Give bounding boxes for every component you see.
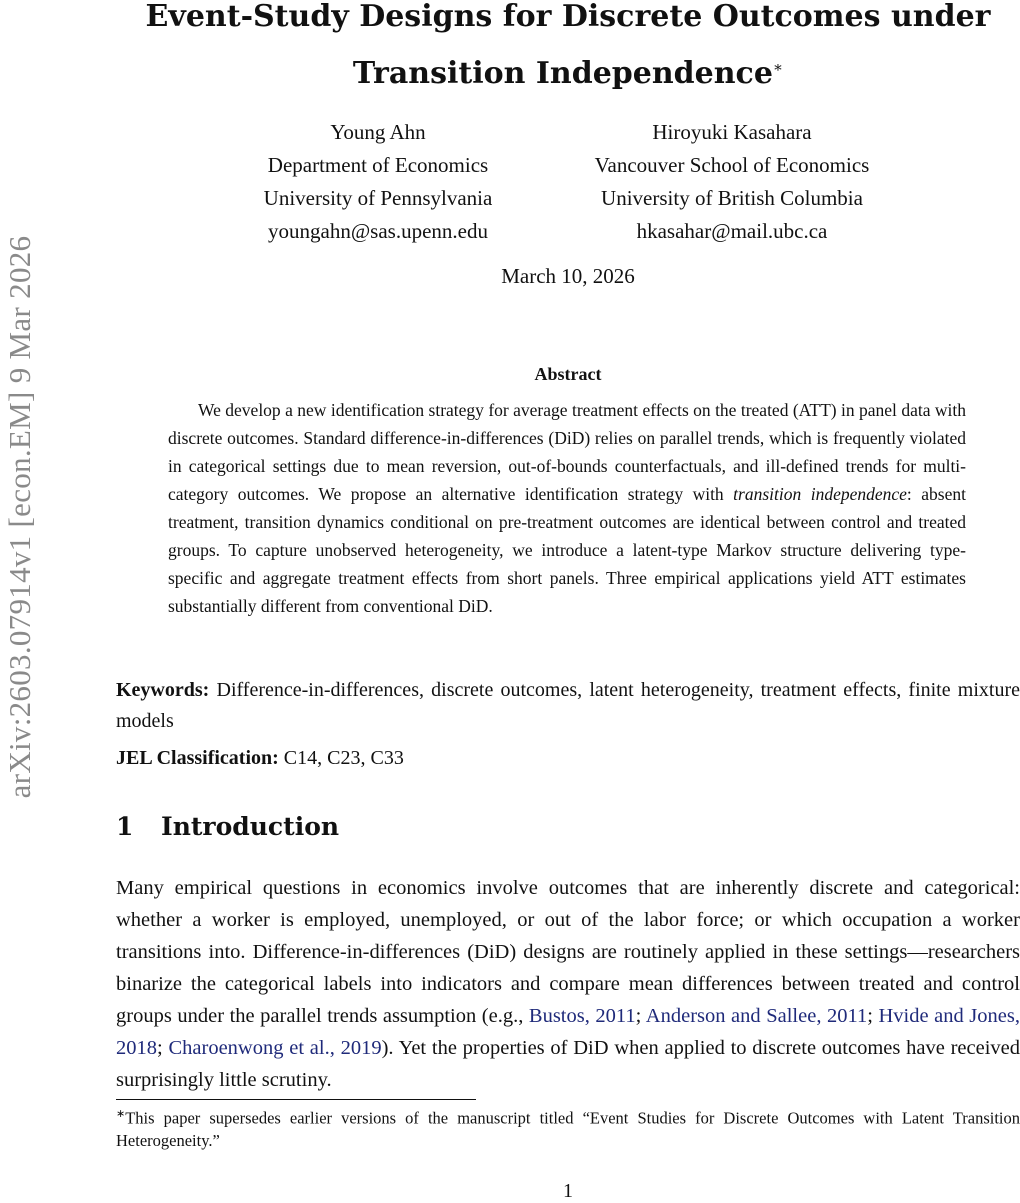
footnote-divider xyxy=(116,1099,476,1100)
page-number: 1 xyxy=(563,1180,573,1202)
author-email: hkasahar@mail.ubc.ca xyxy=(636,219,828,243)
jel-label: JEL Classification: xyxy=(116,747,279,769)
author-email: youngahn@sas.upenn.edu xyxy=(268,219,488,243)
abstract-emphasis: transition independence xyxy=(733,484,907,504)
citation-author: Anderson and Sallee xyxy=(645,1005,817,1027)
paper-title-text: Event-Study Designs for Discrete Outcomes under Transition Independence xyxy=(145,0,991,91)
abstract-heading: Abstract xyxy=(534,364,602,384)
keywords-text: Difference-in-differences, discrete outcomes, latent heterogeneity, treatment effects, finite mixture models xyxy=(116,679,1020,732)
citation-year: 2019 xyxy=(340,1037,382,1059)
citation-link[interactable]: Bustos, 2011 xyxy=(528,1005,636,1027)
citation-link[interactable]: Anderson and Sallee, 2011 xyxy=(645,1005,868,1027)
author-name: Young Ahn xyxy=(330,120,426,144)
intro-paragraph xyxy=(116,872,1020,1096)
jel-block xyxy=(116,747,1020,770)
author-name: Hiroyuki Kasahara xyxy=(652,120,812,144)
footnote xyxy=(116,1103,1020,1152)
citation-year: 2011 xyxy=(827,1005,868,1027)
citation-author: Hvide and Jones xyxy=(878,1005,1015,1027)
abstract-text-2: : absent treatment, transition dynamics conditional on pre-treatment outcomes are identical between control and treated groups. To capture unobserved heterogeneity, we introduce a latent-type Markov structure delivering type-specific and aggregate treatment effects from short panels. Three empirical applications yield ATT estimates substantially different from conventional DiD. xyxy=(168,484,966,616)
footnote-text: This paper supersedes earlier versions of the manuscript titled “Event Studies for Discrete Outcomes with Latent Transition Heterogeneity.” xyxy=(116,1108,1020,1150)
abstract-body xyxy=(168,396,966,620)
author-block-2 xyxy=(562,116,902,248)
citation-author: Bustos xyxy=(528,1005,585,1027)
author-block-1 xyxy=(218,116,538,248)
author-department: Vancouver School of Economics xyxy=(594,153,870,177)
abstract-text-1: We develop a new identification strategy for average treatment effects on the treated (ATT) in panel data with discrete outcomes. Standard difference-in-differences (DiD) relies on parallel trends, which is frequently violated in categorical settings due to mean reversion, out-of-bounds counterfactuals, and ill-defined trends for multi-category outcomes. We propose an alternative identification strategy with xyxy=(168,400,966,504)
paper-date: March 10, 2026 xyxy=(501,264,635,288)
citation-separator: ; xyxy=(635,1005,646,1027)
citation-year: 2011 xyxy=(595,1005,636,1027)
citation-year: 2018 xyxy=(116,1037,157,1059)
jel-text: C14, C23, C33 xyxy=(283,747,404,769)
section-title: Introduction xyxy=(161,812,340,841)
paper-title xyxy=(116,0,1020,99)
author-institution: University of British Columbia xyxy=(601,186,863,210)
keywords-block xyxy=(116,675,1020,737)
intro-text-1: Many empirical questions in economics involve outcomes that are inherently discrete and categorical: whether a worker is employed, unemployed, or out of the labor force; or which occupation a worker transitions into. Difference-in-differences (DiD) designs are routinely applied in these settings—researchers binarize the categorical labels into indicators and compare mean differences between treated and control groups under the parallel trends assumption (e.g., xyxy=(116,877,1020,1027)
title-footnote-mark: ∗ xyxy=(772,58,784,76)
arxiv-sidebar xyxy=(0,160,40,875)
citation-separator: ; xyxy=(867,1005,879,1027)
keywords-label: Keywords: xyxy=(116,679,210,701)
intro-text-2: ). Yet the properties of DiD when applied to discrete outcomes have received surprisingly little scrutiny. xyxy=(116,1037,1020,1091)
section-heading xyxy=(116,812,339,841)
citation-link[interactable]: Hvide and Jones, 2018 xyxy=(116,1005,1020,1059)
author-department: Department of Economics xyxy=(267,153,489,177)
footnote-mark: ∗ xyxy=(116,1108,126,1120)
citation-author: Charoenwong et al. xyxy=(168,1037,330,1059)
author-institution: University of Pennsylvania xyxy=(263,186,493,210)
citation-separator: ; xyxy=(157,1037,169,1059)
citation-link[interactable]: Charoenwong et al., 2019 xyxy=(168,1037,382,1059)
section-number: 1 xyxy=(116,812,134,841)
arxiv-identifier: arXiv:2603.07914v1 [econ.EM] 9 Mar 2026 xyxy=(2,235,37,799)
